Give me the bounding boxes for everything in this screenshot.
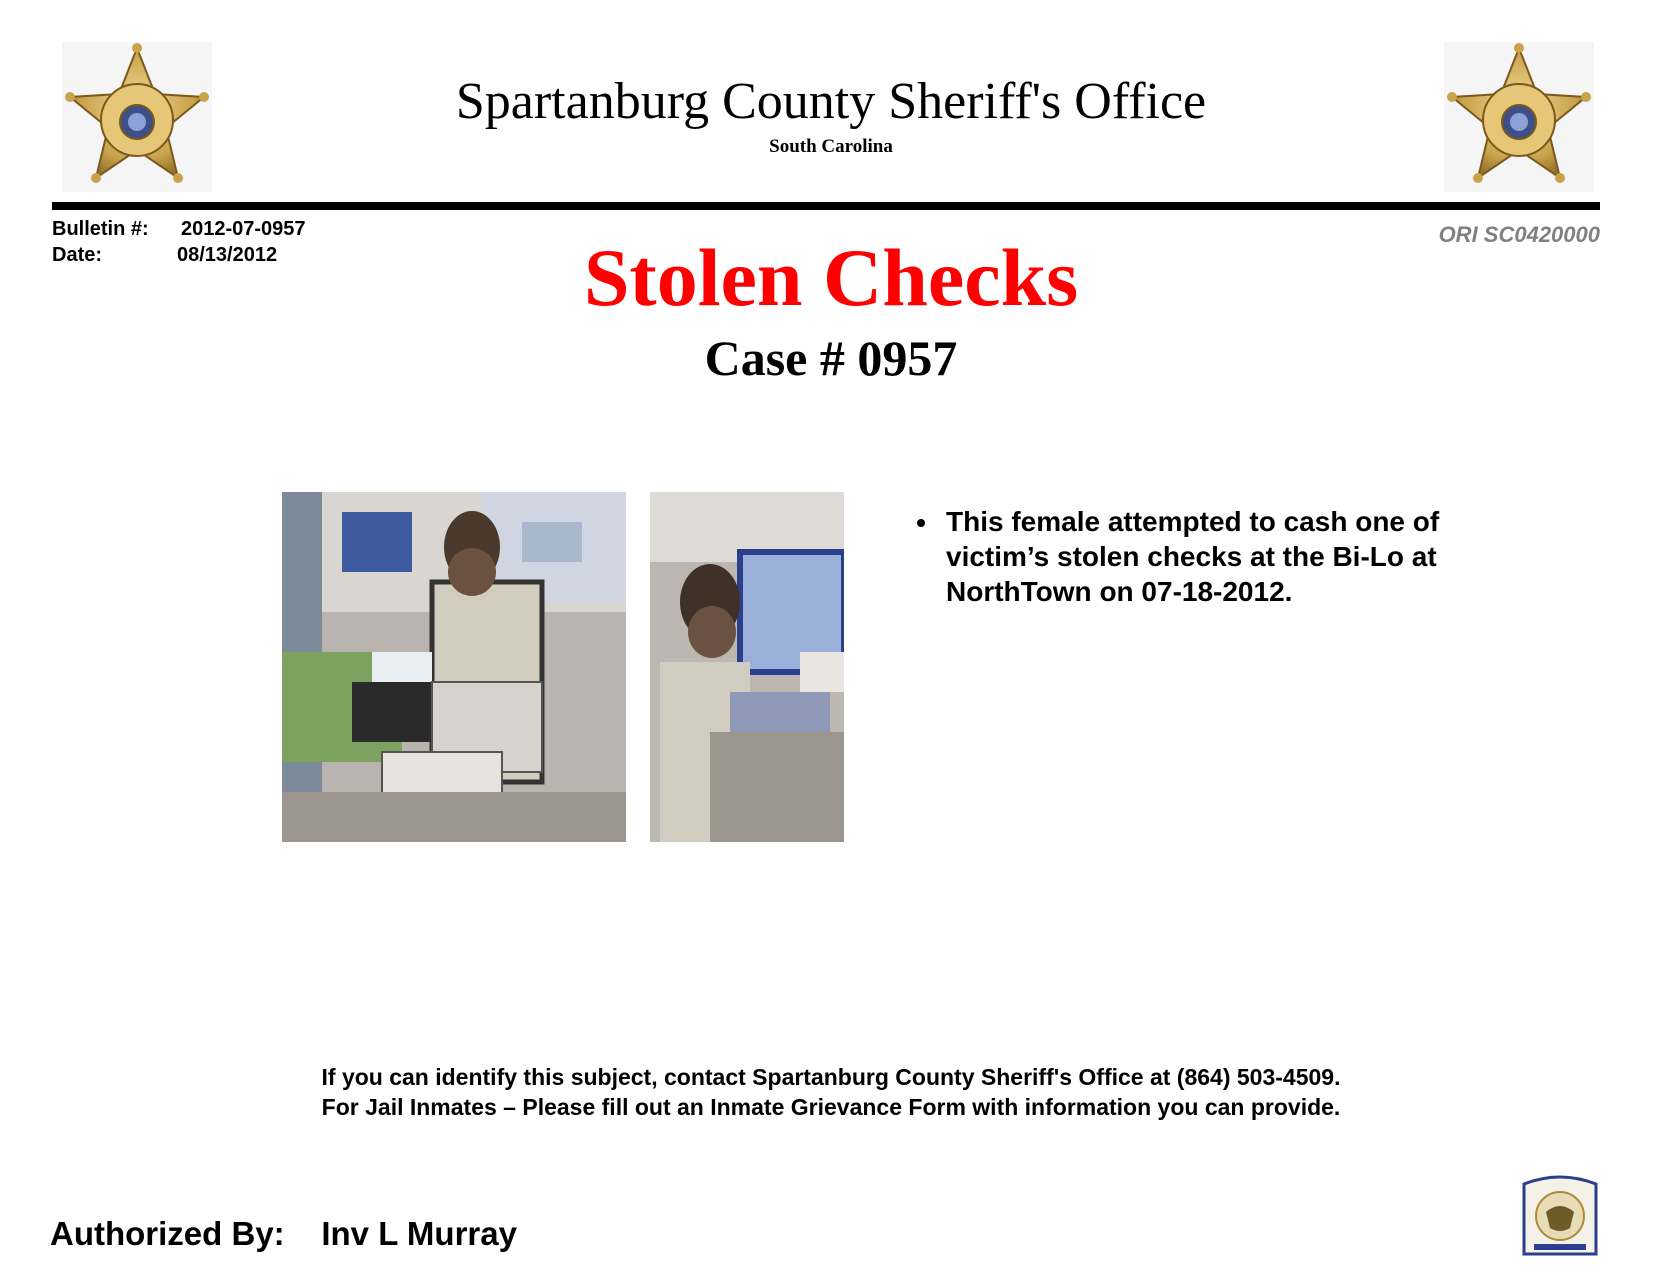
bulletin-number-value: 2012-07-0957 bbox=[181, 218, 306, 240]
date-value: 08/13/2012 bbox=[177, 244, 278, 266]
authorized-label: Authorized By: bbox=[50, 1215, 285, 1252]
authorized-by bbox=[50, 1214, 517, 1254]
accreditation-seal-icon bbox=[1520, 1170, 1600, 1262]
header-divider bbox=[52, 202, 1600, 210]
surveillance-photo-1 bbox=[282, 492, 626, 842]
ori-code: ORI SC0420000 bbox=[1438, 222, 1600, 247]
contact-line-1: If you can identify this subject, contact Spartanburg County Sheriff's Office at (864) 503-4509. bbox=[321, 1064, 1341, 1090]
page-subtitle: South Carolina bbox=[769, 136, 893, 157]
bulletin-title: Stolen Checks bbox=[583, 232, 1079, 323]
authorized-name: Inv L Murray bbox=[321, 1215, 517, 1252]
accreditation-seal bbox=[1520, 1170, 1600, 1267]
date-label: Date: bbox=[52, 244, 103, 266]
page-title: Spartanburg County Sheriff's Office bbox=[455, 73, 1207, 130]
case-number: Case # 0957 bbox=[704, 330, 958, 386]
bulletin-number-label: Bulletin #: bbox=[52, 218, 149, 240]
contact-line-2: For Jail Inmates – Please fill out an Inmate Grievance Form with information you can provide. bbox=[321, 1094, 1341, 1120]
description-list bbox=[902, 504, 1540, 609]
surveillance-photo-2 bbox=[650, 492, 844, 842]
description-item: • This female attempted to cash one of victim’s stolen checks at the Bi-Lo at NorthTown on 07-18-2012. bbox=[940, 504, 1540, 609]
